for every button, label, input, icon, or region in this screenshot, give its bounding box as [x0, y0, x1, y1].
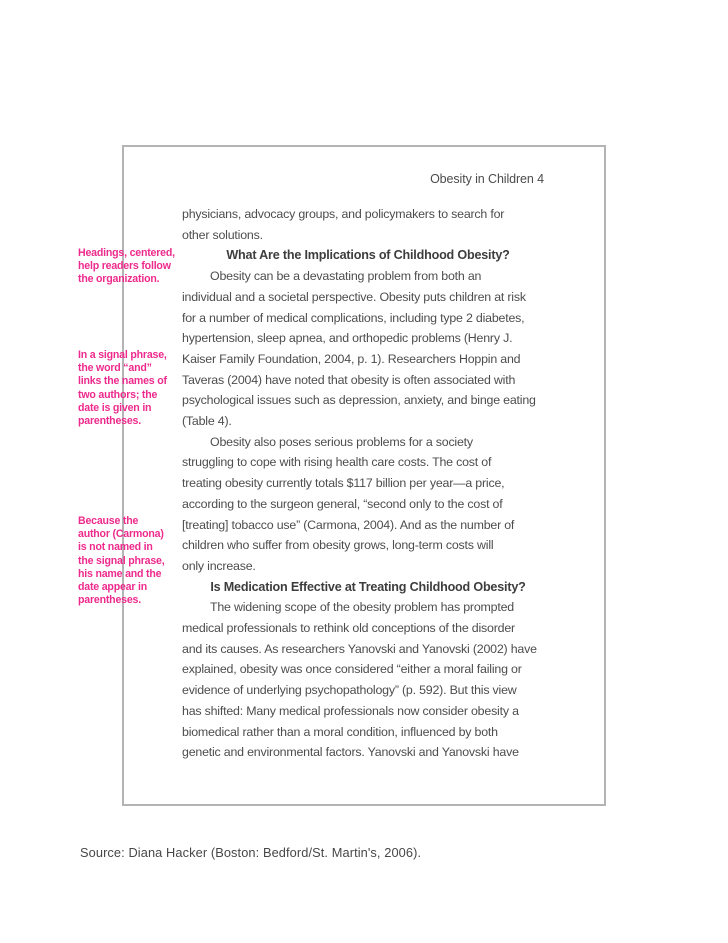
text-line: children who suffer from obesity grows, long-term costs will: [182, 538, 494, 553]
text-line: Because the: [78, 515, 139, 527]
text-line: struggling to cope with rising health care costs. The cost of: [182, 455, 492, 470]
text-line: evidence of underlying psychopathology” (p. 592). But this view: [182, 683, 517, 698]
margin-annotation-signal-phrase: [78, 349, 174, 428]
text-line: only increase.: [182, 558, 256, 573]
text-line: individual and a societal perspective. Obesity puts children at risk: [182, 289, 526, 304]
text-line: psychological issues such as depression, anxiety, and binge eating: [182, 393, 536, 408]
paragraph-continued: [182, 204, 554, 245]
text-line: [treating] tobacco use” (Carmona, 2004). And as the number of: [182, 517, 515, 532]
text-line: Headings, centered,: [78, 247, 175, 259]
text-line: date is given in: [78, 401, 152, 414]
text-line: genetic and environmental factors. Yanovski and Yanovski have: [182, 745, 519, 760]
text-line: Obesity can be a devastating problem from both an: [210, 269, 482, 284]
text-line: for a number of medical complications, including type 2 diabetes,: [182, 310, 525, 325]
page-body: [182, 204, 554, 763]
text-line: (Table 4).: [182, 414, 232, 429]
paper-page: [122, 145, 606, 806]
paragraph-widening-scope: [182, 597, 554, 763]
text-line: according to the surgeon general, “second only to the cost of: [182, 496, 503, 511]
text-line: Kaiser Family Foundation, 2004, p. 1). Researchers Hoppin and: [182, 351, 521, 366]
text-line: the word “and”: [78, 362, 152, 375]
margin-annotation-carmona: [78, 515, 174, 607]
text-line: hypertension, sleep apnea, and orthopedic problems (Henry J.: [182, 331, 513, 346]
text-line: help readers follow: [78, 260, 171, 273]
text-line: author (Carmona): [78, 528, 164, 541]
text-line: is not named in: [78, 541, 153, 554]
paragraph-medical-risks: [182, 266, 554, 432]
text-line: the signal phrase,: [78, 554, 165, 567]
text-line: two authors; the: [78, 388, 158, 401]
margin-annotation-headings: [78, 247, 174, 287]
text-line: Obesity also poses serious problems for a society: [210, 434, 473, 449]
text-line: The widening scope of the obesity problem has prompted: [210, 600, 514, 615]
text-line: has shifted: Many medical professionals now consider obesity a: [182, 703, 519, 718]
section-heading-implications: What Are the Implications of Childhood Obesity?: [226, 248, 510, 263]
text-line: medical professionals to rethink old conceptions of the disorder: [182, 621, 515, 636]
text-line: date appear in: [78, 581, 148, 594]
text-line: and its causes. As researchers Yanovski and Yanovski (2002) have: [182, 641, 537, 656]
text-line: physicians, advocacy groups, and policymakers to search for: [182, 207, 505, 221]
text-line: the organization.: [78, 273, 160, 286]
text-line: biomedical rather than a moral condition, influenced by both: [182, 724, 498, 739]
text-line: In a signal phrase,: [78, 349, 167, 361]
text-line: treating obesity currently totals $117 billion per year—a price,: [182, 476, 505, 491]
text-line: links the names of: [78, 375, 167, 388]
source-caption: Source: Diana Hacker (Boston: Bedford/St. Martin's, 2006).: [80, 845, 422, 860]
text-line: Taveras (2004) have noted that obesity is often associated with: [182, 372, 516, 387]
text-line: parentheses.: [78, 415, 141, 428]
text-line: parentheses.: [78, 594, 141, 607]
text-line: explained, obesity was once considered “either a moral failing or: [182, 662, 522, 677]
paragraph-society-costs: [182, 432, 554, 577]
text-line: his name and the: [78, 567, 162, 580]
section-heading-medication: Is Medication Effective at Treating Childhood Obesity?: [210, 579, 526, 594]
text-line: other solutions.: [182, 227, 263, 242]
running-head: Obesity in Children 4: [430, 172, 544, 186]
